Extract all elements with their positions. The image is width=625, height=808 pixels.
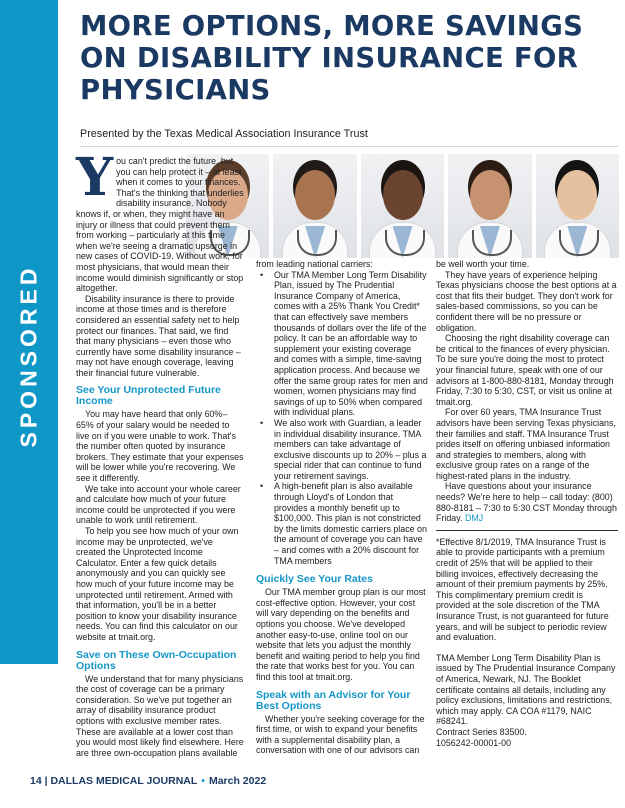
footnote: *Effective 8/1/2019, TMA Insurance Trust is able to provide participants with a premium credit of 25% that will be applied to their billing invoices, effectively decreasing the amount of their premium payments by 25%. This complimentary premium credit is provided at the sole discretion of the TMA Insurance Trust, is not guaranteed for future years, and will be subject to periodic review and evaluation. bbox=[436, 536, 609, 643]
body-paragraph: Our TMA member group plan is our most cost-effective option. However, your cost will vary depending on the benefits and options you choose. We've developed another easy-to-use, online tool on our website that lets you adjust the monthly benefit and waiting period to help you find the rate that works best for you. You can find this tool at tmait.org. bbox=[256, 587, 426, 682]
sponsored-sidebar bbox=[0, 0, 58, 664]
page-footer: 14 | DALLAS MEDICAL JOURNAL • March 2022 bbox=[30, 775, 267, 787]
form-number: 1056242-00001-00 bbox=[436, 737, 512, 748]
article-title: MORE OPTIONS, MORE SAVINGS ON DISABILITY INSURANCE FOR PHYSICIANS bbox=[80, 10, 584, 106]
body-paragraph: They have years of experience helping Texas physicians choose the best options at a cost that fits their budget. They don't work for sales-based commissions, so you can be confident there will be no pressure or obligation. bbox=[436, 269, 617, 333]
section-heading: Quickly See Your Rates bbox=[256, 573, 373, 586]
section-heading: Save on These Own-Occupation Options bbox=[76, 648, 237, 672]
sponsored-label: SPONSORED bbox=[15, 264, 42, 448]
list-item: • We also work with Guardian, a leader in individual disability insurance. TMA members can take advantage of exclusive discounts up to 20% – plus a special rider that can continue to fund your retirement savings. bbox=[256, 418, 428, 482]
issue-date: March 2022 bbox=[208, 775, 267, 787]
intro-text: ou can't predict the future, but you can help protect it – at least when it comes to your finances. That's the thinking that underlies disability insurance. Nobody knows if, or when, they might have an injury or illness that could prevent them from working – particularly at this time when we're seeing a dramatic upsurge in new cases of COVID-19. Without work, for most physicians, that would mean their income would diminish significantly or stop altogether. bbox=[76, 156, 244, 294]
body-paragraph: Whether you're seeking coverage for the first time, or wish to expand your benefits with a supplemental disability plan, a conversation with one of our advisors can bbox=[256, 713, 425, 756]
contract-series: Contract Series 83500. bbox=[436, 726, 527, 737]
body-paragraph: To help you see how much of your own income may be unprotected, we've created the Unprotected Income Calculator. Enter a few quick details anonymously and you can quickly see how much of your future income may be unprotected until retirement. Armed with that information, you'll be in a better position to know your disability insurance needs. You can find this calculator on our website at tmait.org. bbox=[76, 526, 239, 642]
contact-text: Have questions about your insurance needs? We're here to help – call today: (800) 880-8181 – 7:30 to 5:30 CST Monday through Friday. bbox=[436, 481, 617, 524]
physician-photo bbox=[361, 154, 444, 258]
physician-photo bbox=[448, 154, 531, 258]
page-number: 14 bbox=[30, 775, 42, 787]
body-paragraph bbox=[436, 481, 618, 523]
article-column-2 bbox=[256, 259, 428, 756]
article-subtitle: Presented by the Texas Medical Association Insurance Trust bbox=[80, 128, 368, 140]
body-paragraph: We take into account your whole career and calculate how much of your future income could be unprotected if you were unable to work until retirement. bbox=[76, 483, 241, 526]
body-paragraph: Disability insurance is there to provide income at those times and is therefore considered an essential safety net to help protect our finances. That said, we find that many physicians – even those who currently have some disability insurance – may not have enough coverage, leaving their financial future vulnerable. bbox=[76, 293, 241, 378]
physician-photo bbox=[273, 154, 356, 258]
body-paragraph: from leading national carriers: bbox=[256, 259, 373, 269]
body-paragraph: We understand that for many physicians the cost of coverage can be a primary consideration. So we've put together an array of disability insurance product options with exclusive member rates. These are available at a lower cost than you would most likely find elsewhere. Here are three own-occupation plans available bbox=[76, 673, 244, 758]
body-paragraph: For over 60 years, TMA Insurance Trust advisors have been serving Texas physicians, their families and staff. TMA Insurance Trust prides itself on offering unbiased information and strategies to members, along with exclusive group rates on a range of the highest-rated plans in the industry. bbox=[436, 407, 616, 481]
body-paragraph: You may have heard that only 60%–65% of your salary would be needed to live on if you were unable to work. That's the number often quoted by insurance brokers. They estimate that your expenses will be lower while you're recovering. We see it differently. bbox=[76, 409, 244, 484]
title-divider bbox=[80, 146, 618, 147]
body-paragraph: Choosing the right disability coverage can be critical to the finances of every physician. To be sure you're doing the most to protect your financial future, speak with one of our advisors at 1-800-880-8181, Monday through Friday, 7:30 to 5:30, CST, or visit us online at tmait.org. bbox=[436, 333, 614, 407]
section-heading: Speak with an Advisor for Your Best Options bbox=[256, 688, 411, 712]
article-column-1 bbox=[76, 147, 244, 758]
list-item: • A high-benefit plan is also available through Lloyd's of London that provides a monthly benefit up to $100,000. This plan is not constricted by the limits domestic carriers place on the amount of coverage you can have – and comes with a 20% discount for TMA members bbox=[256, 481, 428, 566]
article-column-3 bbox=[436, 259, 618, 748]
intro-paragraph bbox=[76, 147, 244, 294]
physician-photo bbox=[536, 154, 619, 258]
publication-name: DALLAS MEDICAL JOURNAL bbox=[50, 775, 198, 787]
plan-options-list bbox=[256, 270, 428, 567]
disclaimer: TMA Member Long Term Disability Plan is issued by The Prudential Insurance Company of America, Newark, NJ. The Booklet certificate contains all details, including any policy exclusions, limitations and restrictions, which may apply. CA COA #1179, NAIC #68241. bbox=[436, 652, 616, 727]
footer-separator: • bbox=[201, 775, 205, 787]
drop-cap: Y bbox=[76, 147, 114, 208]
end-mark: DMJ bbox=[464, 513, 484, 524]
section-heading: See Your Unprotected Future Income bbox=[76, 384, 221, 408]
physician-photo-strip bbox=[186, 154, 619, 258]
body-paragraph: be well worth your time. bbox=[436, 259, 530, 269]
footnote-divider bbox=[436, 530, 618, 531]
list-item: • Our TMA Member Long Term Disability Plan, issued by The Prudential Insurance Company of America, comes with a 25% Thank You Credit* that can effectively save members thousands of dollars over the life of the policy. It can be an affordable way to supplement your existing coverage and comes with a simple, time-saving application process. And because we offer the same group rates for men and women, women physicians may find savings of up to 50% when compared with individual plans. bbox=[256, 270, 428, 418]
